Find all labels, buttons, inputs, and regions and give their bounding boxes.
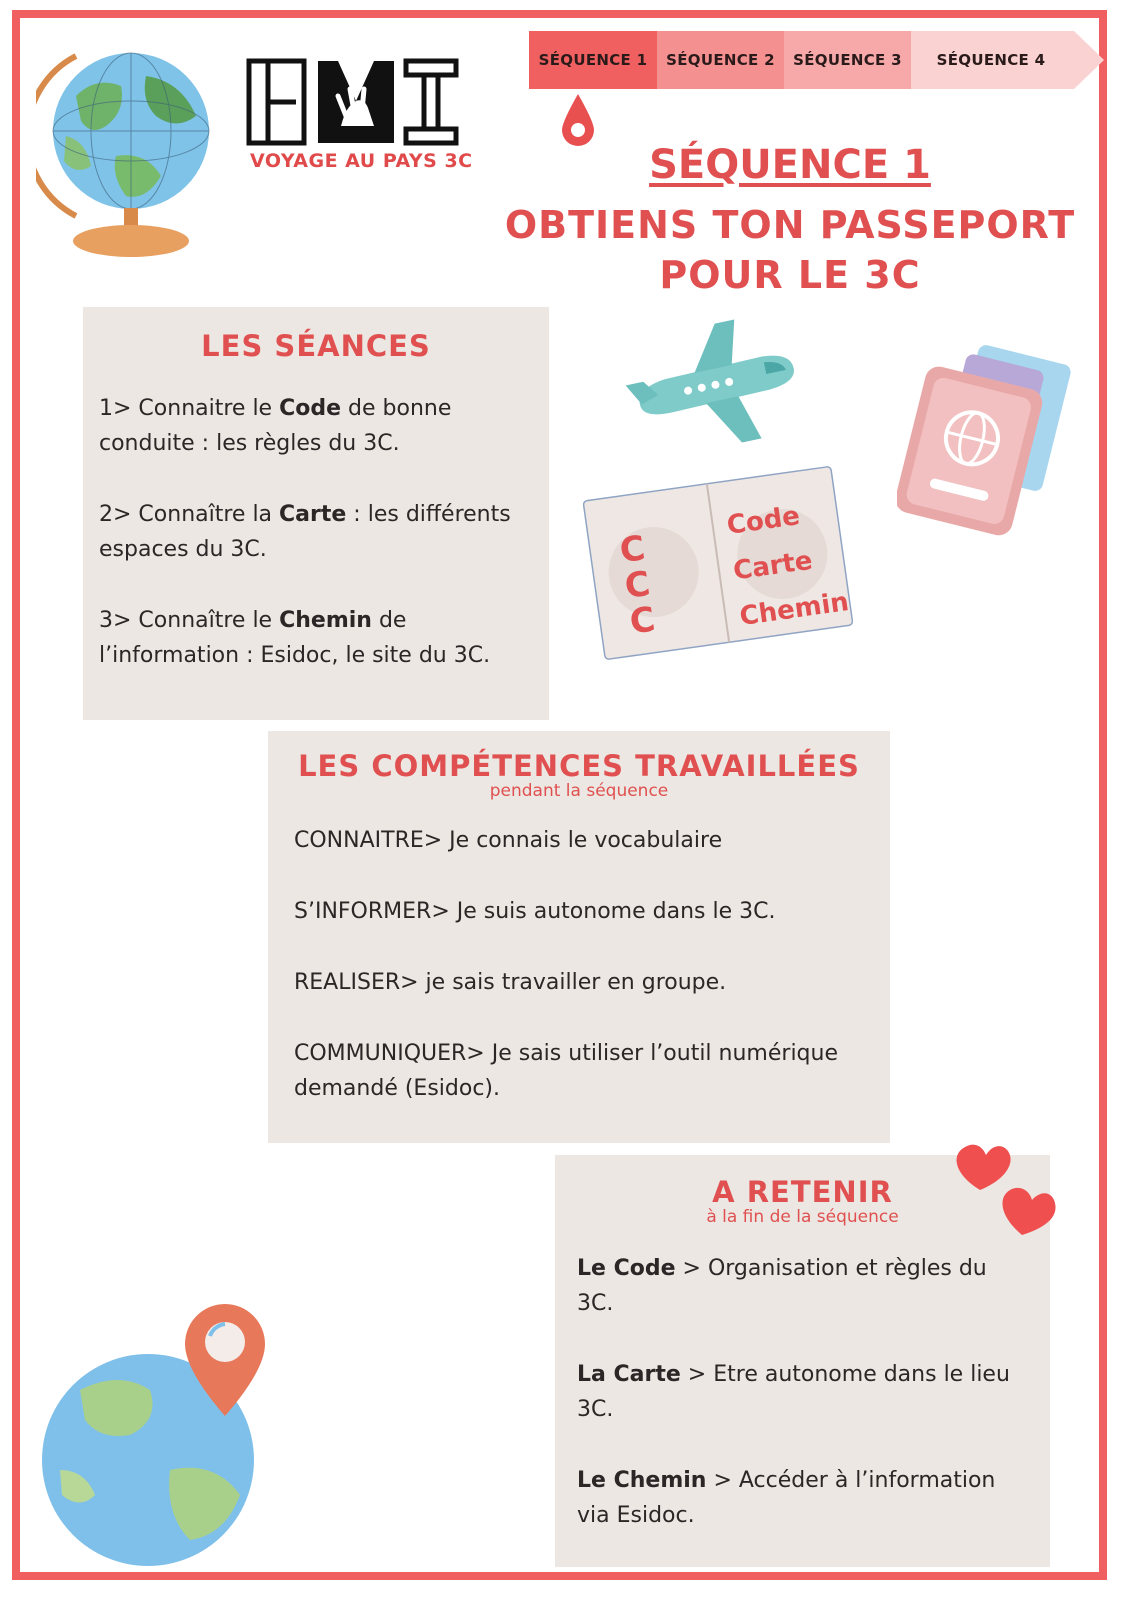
retenir-item-2: La Carte > Etre autonome dans le lieu 3C. xyxy=(577,1362,1010,1422)
page-title xyxy=(490,142,1090,300)
book-word-carte: Carte xyxy=(731,545,815,587)
competences-subheading: pendant la séquence xyxy=(489,781,669,801)
competence-item-2: S’INFORMER> Je suis autonome dans le 3C. xyxy=(294,899,776,924)
seance-item-3: 3> Connaître le Chemin de l’information : Esidoc, le site du 3C. xyxy=(99,608,491,668)
book-right-words xyxy=(724,488,852,640)
globe-icon xyxy=(36,36,216,266)
competences-heading: LES COMPÉTENCES TRAVAILLÉES xyxy=(298,749,860,783)
retenir-subheading: à la fin de la séquence xyxy=(706,1207,899,1227)
book-word-code: Code xyxy=(725,501,802,541)
sequence-nav xyxy=(529,31,1104,89)
competence-item-1: CONNAITRE> Je connais le vocabulaire xyxy=(294,828,723,853)
title-line-2: OBTIENS TON PASSEPORT xyxy=(504,203,1076,247)
tab-sequence-4[interactable]: SÉQUENCE 4 xyxy=(936,51,1046,69)
seances-card xyxy=(83,307,549,720)
drop-marker-icon xyxy=(560,92,596,148)
seance-item-2: 2> Connaître la Carte : les différents espaces du 3C. xyxy=(99,502,511,562)
hearts-icon xyxy=(950,1135,1070,1245)
tab-sequence-2[interactable]: SÉQUENCE 2 xyxy=(666,51,775,69)
airplane-icon xyxy=(618,318,803,458)
title-sequence: SÉQUENCE 1 xyxy=(649,142,931,188)
book-word-chemin: Chemin xyxy=(737,587,851,633)
retenir-heading: A RETENIR xyxy=(712,1175,893,1209)
retenir-item-1: Le Code > Organisation et règles du 3C. xyxy=(577,1256,987,1316)
competences-card xyxy=(268,731,890,1143)
logo-subtitle: VOYAGE AU PAYS 3C xyxy=(250,150,473,172)
passport-book xyxy=(583,463,853,663)
location-pin-icon xyxy=(180,1300,270,1420)
seance-item-1: 1> Connaitre le Code de bonne conduite : les règles du 3C. xyxy=(99,396,452,456)
title-line-3: POUR LE 3C xyxy=(659,253,921,297)
competence-item-4: COMMUNIQUER> Je sais utiliser l’outil numérique demandé (Esidoc). xyxy=(294,1041,838,1101)
tab-sequence-1[interactable]: SÉQUENCE 1 xyxy=(538,51,648,69)
competence-item-3: REALISER> je sais travailler en groupe. xyxy=(294,970,727,995)
passport-icon xyxy=(897,340,1082,540)
emi-logo xyxy=(246,56,461,148)
seances-heading: LES SÉANCES xyxy=(201,329,431,363)
retenir-item-3: Le Chemin > Accéder à l’information via Esidoc. xyxy=(577,1468,996,1528)
book-left-letters: CCC xyxy=(617,528,658,643)
tab-sequence-3[interactable]: SÉQUENCE 3 xyxy=(793,51,902,69)
